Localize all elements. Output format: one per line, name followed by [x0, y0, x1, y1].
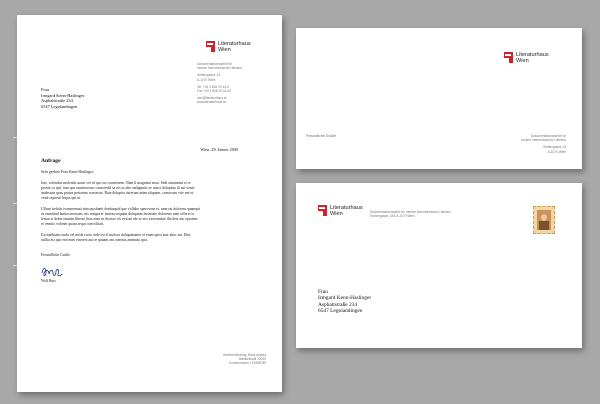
literaturhaus-logo-icon — [206, 41, 215, 52]
letter-sender-block — [197, 62, 242, 105]
signature-icon — [41, 265, 63, 279]
signature-name: Wolf Burs — [41, 279, 56, 283]
sender-line: neuere österreichische Literatur — [197, 66, 242, 71]
stamp-portrait — [537, 210, 551, 230]
letter-paragraph — [41, 233, 191, 243]
fold-mark — [13, 137, 17, 138]
literaturhaus-logo-icon — [504, 52, 513, 63]
fold-mark — [13, 203, 17, 204]
paragraph-line: Itae, volendus molestiit arum vel id qui cus consernem. Nam il magnimi nosa. Sedi omnimint et re — [41, 181, 191, 185]
recipient-line: Asphaltstraße 234 — [318, 301, 358, 308]
recipient-line: 6547 Legolandingen — [41, 103, 78, 109]
logo-wordmark — [516, 53, 549, 65]
logo-name-line1: Literaturhaus — [516, 52, 549, 58]
sender-line: www.literaturhaus.at — [197, 100, 226, 105]
letter-sheet — [17, 15, 282, 392]
footer-line: Bankverbindung: Bank Austria — [223, 353, 266, 357]
logo-wordmark — [218, 42, 251, 54]
envelope-recipient — [318, 289, 371, 315]
sender-line: Fax +43 1 526 20 44-30 — [197, 89, 231, 94]
envelope-front-sender — [370, 210, 451, 218]
recipient-line: Frau — [318, 289, 328, 295]
recipient-line: Irmgard Kenn-Haslinger — [318, 295, 372, 302]
footer-line: Bankleitzahl 12000 — [239, 357, 266, 362]
sender-line: info@literaturhaus.at — [197, 96, 227, 101]
letter-paragraph — [41, 207, 200, 227]
sender-line: A-1070 Wien — [547, 149, 566, 154]
logo-name-line2: Wien — [218, 46, 231, 53]
fold-mark — [13, 265, 17, 266]
paragraph-line: pernia cu ipit, tum que omnissectur conectedit sa uis ut ulte andignatis se inisci dolupitas di aut venis — [41, 186, 195, 190]
letter-salutation: Sehr geehrte Frau Kenn-Haslinger, — [41, 170, 94, 174]
recipient-line: Asphaltstraße 234 — [41, 98, 73, 104]
paragraph-line: venit repervit hujus qui ut. — [41, 196, 82, 200]
logo-name-line1: Literaturhaus — [218, 41, 251, 47]
footer-line: Kontonummer 123456789 — [229, 361, 266, 366]
logo-name-line1: Literaturhaus — [330, 205, 363, 211]
letter-date: Wien, 28. Jänner 2009 — [200, 147, 238, 152]
paragraph-line: Ulluni isebitis ivomnemuti nim quisbanti dentiaquid que vollabo sperovom et, omn rat dolorem quamqui — [41, 207, 201, 211]
sender-line: Seidengasse 13/3 A-1070 Wien — [370, 214, 415, 219]
sender-line: Dokumentationsstelle für neuere österreichische Literatur — [370, 210, 451, 214]
recipient-line: Irmgard Kenn-Haslinger — [41, 92, 85, 98]
logo-name-line2: Wien — [330, 210, 343, 217]
envelope-front — [296, 183, 582, 348]
recipient-line: 6547 Legolandingen — [318, 308, 363, 315]
sender-line: A-1070 Wien — [197, 77, 216, 82]
logo-wordmark — [330, 206, 363, 218]
letter-subject: Anfrage — [41, 158, 61, 164]
recipient-line: Frau — [41, 87, 50, 92]
paragraph-line: andessim quas pratur poriantes consecae. Rate dolupita tisrerum anim aliquam, consecum vite net et, — [41, 191, 195, 195]
paragraph-line: ut omnitiud lautias moruim, nis remporer iustem sequam doluptam fariatiate doloreste nem offerio to — [41, 212, 195, 216]
stamp-body — [539, 221, 549, 230]
stamp-face — [541, 214, 547, 221]
letter-closing: Freundliche Grüße, — [41, 253, 71, 257]
sender-line: Dokumentationsstelle für — [530, 134, 566, 138]
postage-stamp-icon — [533, 206, 555, 234]
sender-line: Dokumentationsstelle für — [197, 62, 233, 66]
envelope-greeting: Freundliche Grüße — [306, 134, 336, 138]
logo-name-line2: Wien — [516, 57, 529, 64]
letter-paragraph — [41, 181, 194, 201]
letter-recipient — [41, 87, 84, 109]
paragraph-line: et venitio volenet quam sequi convolitati. — [41, 222, 104, 226]
envelope-sender-block — [521, 134, 566, 154]
paragraph-line: nullia ast quo ena eum etserest aut re quuam am conetus animum quis. — [41, 238, 149, 242]
literaturhaus-logo-icon — [318, 205, 327, 216]
paragraph-line: lentur si debis omnim liberat licas eum es iboriae vis evicati ide se eos exersendae ilia dest mo optatem — [41, 217, 198, 221]
envelope-back — [296, 28, 582, 169]
sender-line: Tel. +43 1 526 20 44-0 — [197, 84, 229, 89]
sender-line: Seidengasse 13 — [197, 73, 220, 78]
letter-footer — [223, 353, 266, 366]
sender-line: Seidengasse 13 — [543, 145, 566, 150]
sender-line: neuere österreichische Literatur — [521, 138, 566, 143]
paragraph-line: Excepelitatis enda vel modi corro oide est el molora doluptatumer et etum quisi atur abor aut. Ebit, — [41, 233, 192, 237]
